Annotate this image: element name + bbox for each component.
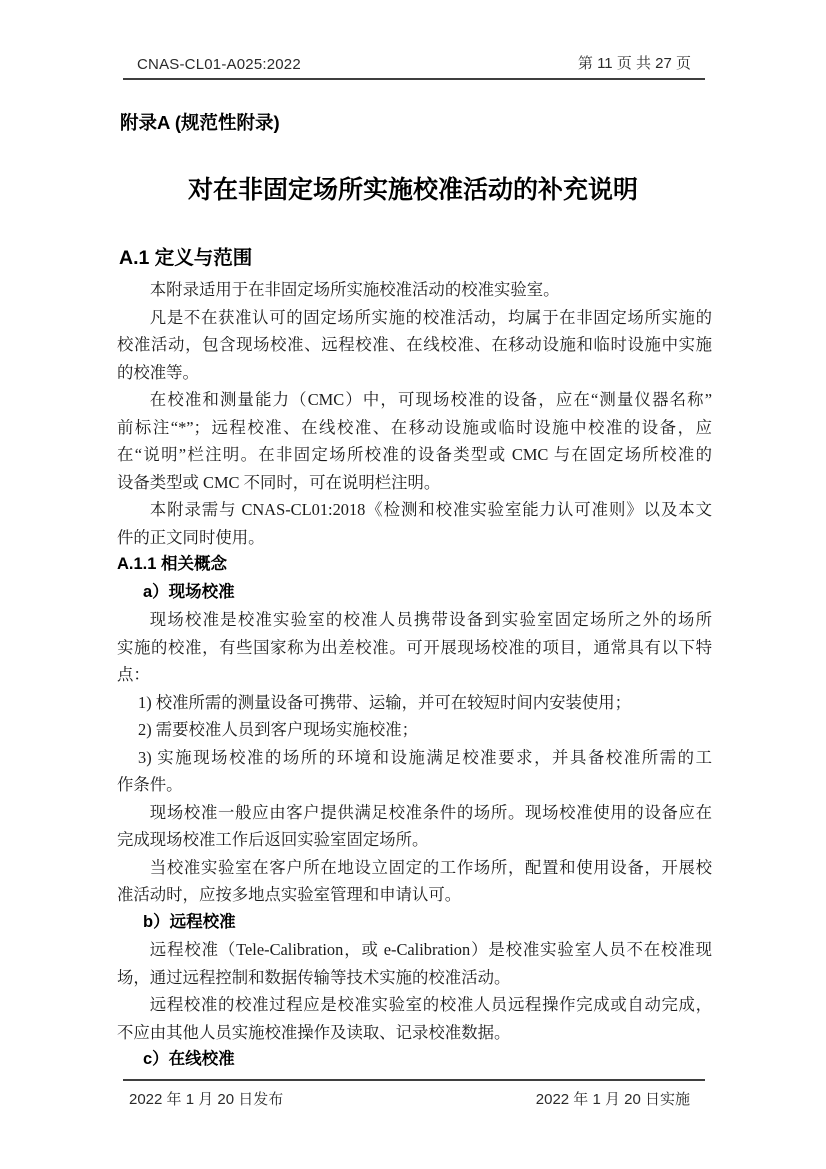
body-line: b）远程校准 [143, 912, 236, 931]
section-heading: A.1 定义与范围 [119, 247, 253, 269]
document-body [117, 276, 712, 1074]
body-line: 不应由其他人员实施校准操作及读取、记录校准数据。 [117, 1022, 511, 1042]
page-indicator: 第 11 页 共 27 页 [577, 55, 691, 72]
body-line: 现场校准是校准实验室的校准人员携带设备到实验室固定场所之外的场所 [149, 610, 712, 629]
document-number: CNAS-CL01-A025:2022 [137, 56, 301, 73]
body-line: 远程校准的校准过程应是校准实验室的校准人员远程操作完成或自动完成， [149, 995, 712, 1014]
body-line: 2) 需要校准人员到客户现场实施校准； [138, 720, 419, 739]
body-line: 3) 实施现场校准的场所的环境和设施满足校准要求，并具备校准所需的工 [138, 747, 712, 767]
document-title: 对在非固定场所实施校准活动的补充说明 [187, 176, 638, 204]
page-footer [123, 1079, 705, 1109]
body-line: 当校准实验室在客户所在地设立固定的工作场所，配置和使用设备，开展校 [149, 857, 712, 877]
body-line: 校准活动，包含现场校准、远程校准、在线校准、在移动设施和临时设施中实施 [117, 335, 712, 354]
body-line: 在“说明”栏注明。在非固定场所校准的设备类型或 CMC 与在固定场所校准的 [117, 445, 712, 464]
body-line: 准活动时，应按多地点实验室管理和申请认可。 [117, 885, 462, 904]
body-line: a）现场校准 [143, 582, 235, 601]
body-line: 本附录适用于在非固定场所实施校准活动的校准实验室。 [149, 280, 560, 299]
body-line: 的校准等。 [117, 362, 199, 382]
body-line: A.1.1 相关概念 [117, 555, 228, 573]
body-line: 点： [117, 665, 150, 684]
body-line: 1) 校准所需的测量设备可携带、运输，并可在较短时间内安装使用； [138, 692, 632, 712]
body-line: c）在线校准 [143, 1050, 235, 1068]
body-line: 件的正文同时使用。 [117, 527, 265, 547]
body-line: 场，通过远程控制和数据传输等技术实施的校准活动。 [117, 967, 511, 987]
body-line: 实施的校准，有些国家称为出差校准。可开展现场校准的项目，通常具有以下特 [117, 637, 712, 657]
body-line: 在校准和测量能力（CMC）中，可现场校准的设备，应在“测量仪器名称” [149, 390, 712, 409]
body-line: 本附录需与 CNAS-CL01:2018《检测和校准实验室能力认可准则》以及本文 [149, 500, 712, 519]
body-line: 设备类型或 CMC 不同时，可在说明栏注明。 [117, 472, 441, 492]
body-line: 远程校准（Tele-Calibration，或 e-Calibration）是校准实验室人员不在校准现 [149, 940, 712, 959]
release-date: 2022 年 1 月 20 日发布 [129, 1091, 284, 1108]
appendix-heading: 附录A (规范性附录) [120, 112, 280, 133]
implementation-date: 2022 年 1 月 20 日实施 [535, 1091, 690, 1108]
body-line: 作条件。 [117, 775, 183, 794]
body-line: 凡是不在获准认可的固定场所实施的校准活动，均属于在非固定场所实施的 [149, 307, 712, 327]
body-line: 现场校准一般应由客户提供满足校准条件的场所。现场校准使用的设备应在 [149, 802, 712, 822]
body-line: 前标注“*”；远程校准、在线校准、在移动设施或临时设施中校准的设备，应 [117, 417, 712, 437]
body-line: 完成现场校准工作后返回实验室固定场所。 [117, 830, 429, 849]
page-header [123, 52, 705, 80]
